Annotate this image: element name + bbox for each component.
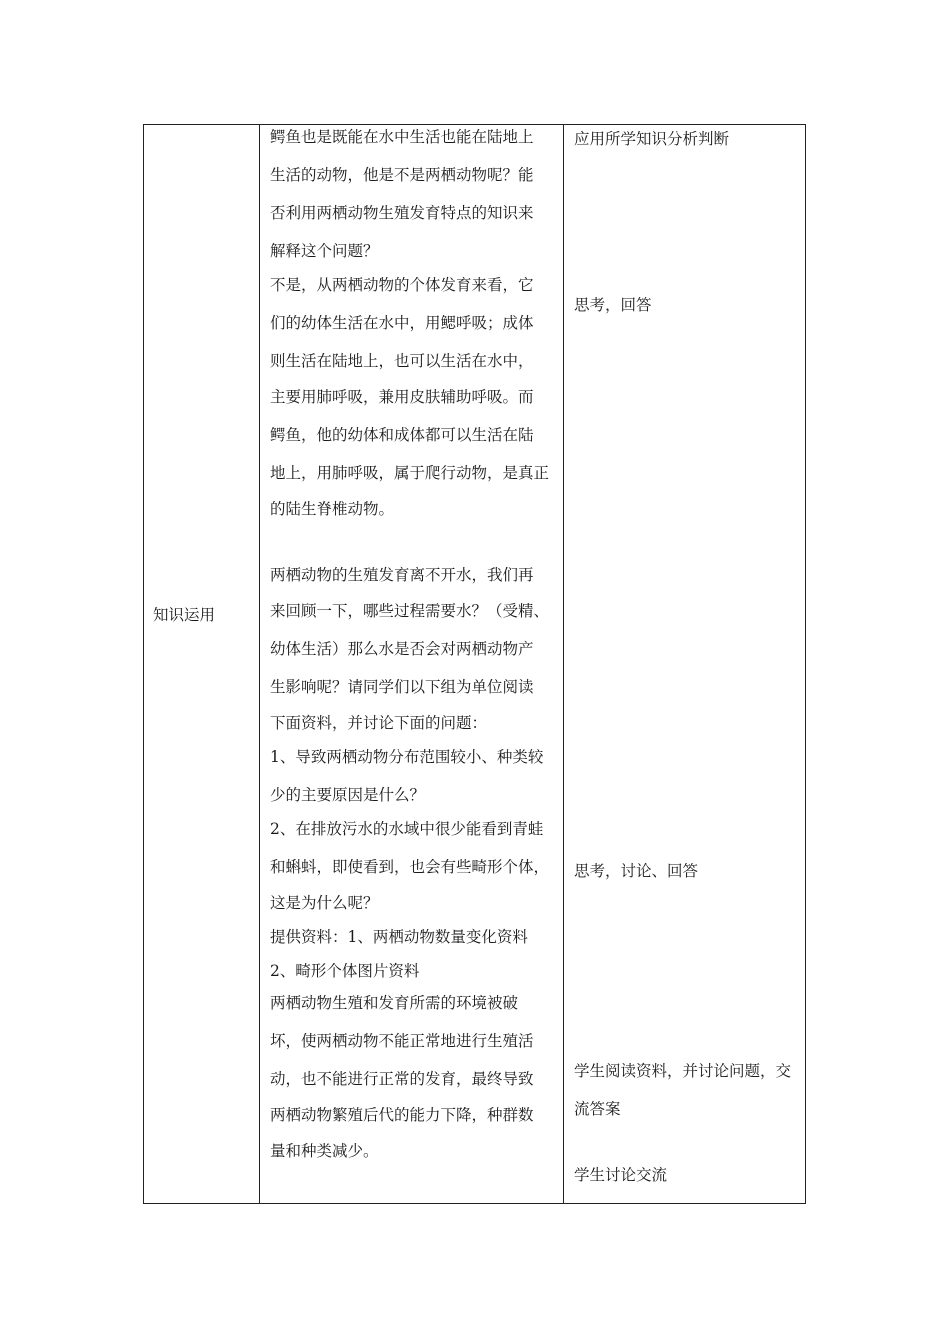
content-line: 坏，使两栖动物不能正常地进行生殖活 — [270, 1032, 534, 1050]
activity-line: 流答案 — [574, 1100, 621, 1118]
content-line: 解释这个问题？ — [270, 242, 379, 260]
content-line: 下面资料，并讨论下面的问题： — [270, 714, 488, 732]
content-line: 地上，用肺呼吸，属于爬行动物，是真正 — [270, 464, 550, 482]
content-line: 两栖动物繁殖后代的能力下降，种群数 — [270, 1106, 534, 1124]
content-line: 量和种类减少。 — [270, 1142, 379, 1160]
activity-line: 思考，回答 — [574, 296, 652, 314]
content-line: 两栖动物生殖和发育所需的环境被破 — [270, 994, 519, 1012]
activity-line: 思考，讨论、回答 — [574, 862, 699, 880]
content-line: 提供资料：1、两栖动物数量变化资料 — [270, 928, 528, 946]
content-line: 鳄鱼也是既能在水中生活也能在陆地上 — [270, 128, 534, 146]
content-line: 生活的动物，他是不是两栖动物呢？能 — [270, 166, 534, 184]
content-line: 的陆生脊椎动物。 — [270, 500, 395, 518]
section-label: 知识运用 — [153, 606, 216, 624]
content-line: 动，也不能进行正常的发育，最终导致 — [270, 1070, 534, 1088]
content-line: 这是为什么呢？ — [270, 894, 379, 912]
content-line: 来回顾一下，哪些过程需要水？（受精、 — [270, 602, 550, 620]
content-line: 1、导致两栖动物分布范围较小、种类较 — [270, 748, 544, 766]
activity-line: 应用所学知识分析判断 — [574, 130, 730, 148]
content-line: 生影响呢？请同学们以下组为单位阅读 — [270, 678, 534, 696]
content-line: 不是，从两栖动物的个体发育来看，它 — [270, 276, 534, 294]
content-line: 幼体生活）那么水是否会对两栖动物产 — [270, 640, 534, 658]
column-divider — [259, 125, 260, 1203]
content-line: 和蝌蚪，即使看到，也会有些畸形个体， — [270, 858, 550, 876]
content-line: 鳄鱼，他的幼体和成体都可以生活在陆 — [270, 426, 534, 444]
content-line: 们的幼体生活在水中，用鳃呼吸；成体 — [270, 314, 534, 332]
content-line: 主要用肺呼吸，兼用皮肤辅助呼吸。而 — [270, 388, 534, 406]
content-line: 否利用两栖动物生殖发育特点的知识来 — [270, 204, 534, 222]
column-divider — [563, 125, 564, 1203]
content-line: 少的主要原因是什么？ — [270, 786, 426, 804]
content-line: 两栖动物的生殖发育离不开水，我们再 — [270, 566, 534, 584]
content-line: 2、在排放污水的水域中很少能看到青蛙 — [270, 820, 544, 838]
content-line: 则生活在陆地上，也可以生活在水中， — [270, 352, 534, 370]
lesson-table — [143, 124, 806, 1204]
content-line: 2、畸形个体图片资料 — [270, 962, 420, 980]
activity-line: 学生阅读资料，并讨论问题，交 — [574, 1062, 792, 1080]
activity-line: 学生讨论交流 — [574, 1166, 668, 1184]
